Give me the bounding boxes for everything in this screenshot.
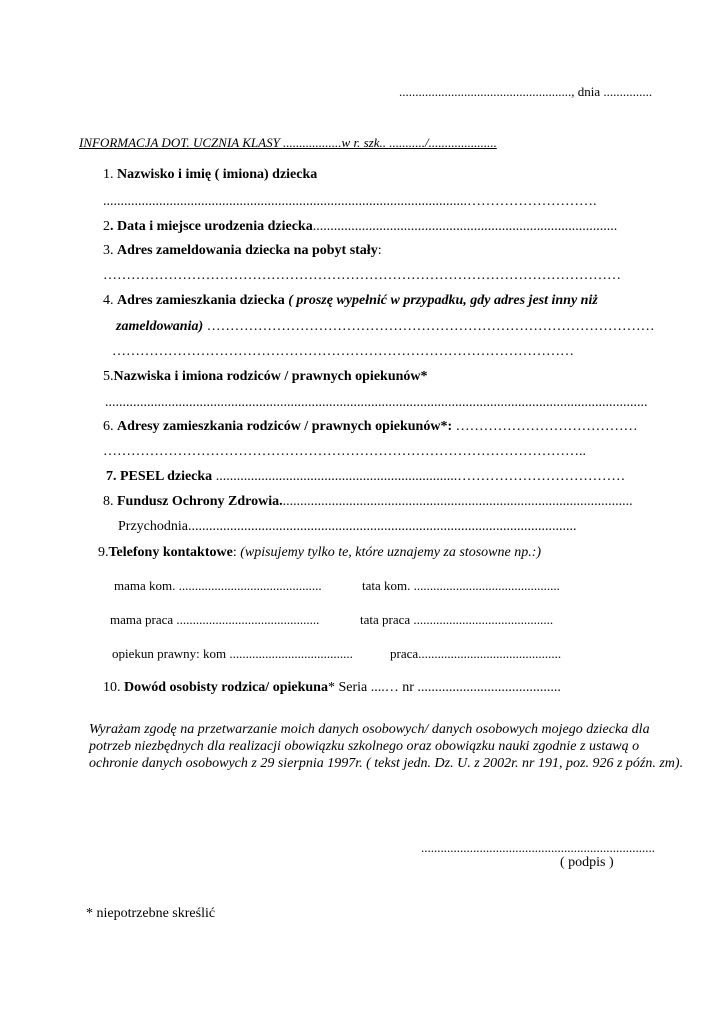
field-3-number: 3. — [103, 243, 117, 258]
field-4-note-end: zameldowania) — [116, 319, 204, 334]
phone-mama-praca[interactable]: mama praca ............................................ — [110, 612, 320, 627]
field-5-input-line[interactable]: ........................................................................................................................................................... — [105, 395, 648, 410]
field-2-row — [103, 219, 617, 235]
field-4-continuation-row — [116, 319, 655, 335]
field-9-label-row — [98, 545, 541, 561]
signature-label: ( podpis ) — [560, 855, 614, 870]
field-9-label: Telefony kontaktowe — [108, 545, 233, 560]
field-8-row — [103, 494, 633, 510]
field-3-label-row — [103, 243, 382, 259]
field-8-clinic-line[interactable]: Przychodnia............................................................................................................... — [118, 519, 577, 534]
field-7-row — [106, 469, 625, 485]
field-8-input-dots[interactable]: .................................................................................................... — [282, 494, 633, 509]
field-1-label: Nazwisko i imię ( imiona) dziecka — [117, 167, 318, 182]
field-4-label: Adres zamieszkania dziecka — [117, 293, 285, 308]
phone-tata-kom[interactable]: tata kom. ............................................. — [362, 578, 560, 593]
field-4-input-line-2[interactable]: ……………………………………………………………………………………… — [112, 344, 574, 359]
field-6-input-dots[interactable]: ………………………………… — [452, 419, 638, 434]
form-title-text: INFORMACJA DOT. UCZNIA KLASY ..................w r. szk.. .........../..................... — [79, 135, 497, 150]
field-2-number: 2 — [103, 219, 110, 234]
field-1-number: 1. — [103, 167, 117, 182]
field-3-label: Adres zameldowania dziecka na pobyt stały — [117, 243, 378, 258]
field-5-label: Nazwiska i imiona rodziców / prawnych opiekunów* — [113, 369, 428, 384]
field-10-row — [103, 680, 561, 696]
field-6-number: 6. — [103, 419, 117, 434]
signature-line[interactable]: ........................................................................ — [421, 840, 655, 855]
field-4-number: 4. — [103, 293, 117, 308]
field-8-label: Fundusz Ochrony Zdrowia. — [117, 494, 283, 509]
field-4-label-row — [103, 293, 598, 309]
field-9-colon: : — [232, 545, 237, 560]
field-6-label: Adresy zamieszkania rodziców / prawnych opiekunów*: — [117, 419, 453, 434]
field-10-label: Dowód osobisty rodzica/ opiekuna — [124, 680, 328, 695]
field-10-series-number[interactable]: * Seria ....… nr ......................................... — [327, 680, 561, 695]
field-6-label-row — [103, 419, 638, 435]
field-1-input-line[interactable]: ........................................................................................................………………………. — [103, 194, 597, 209]
field-10-number: 10. — [103, 680, 124, 695]
field-8-number: 8. — [103, 494, 117, 509]
field-4-input-line-1[interactable]: …………………………………………………………………………………… — [203, 319, 655, 334]
field-3-input-line[interactable]: ………………………………………………………………………………………………… — [103, 268, 621, 283]
field-9-note: (wpisujemy tylko te, które uznajemy za stosowne np.:) — [236, 545, 542, 560]
field-3-colon: : — [377, 243, 382, 258]
phone-mama-kom[interactable]: mama kom. ............................................ — [114, 578, 322, 593]
field-7-input-dots[interactable]: .....................................................................……………………………… — [212, 469, 626, 484]
field-1-label-row — [103, 167, 317, 183]
field-6-input-line[interactable]: ………………………………………………………………………………………….. — [103, 444, 586, 459]
phone-tata-praca[interactable]: tata praca ........................................... — [360, 612, 554, 627]
field-4-note: ( proszę wypełnić w przypadku, gdy adres jest inny niż — [284, 293, 598, 308]
phone-opiekun-kom[interactable]: opiekun prawny: kom ...................................... — [112, 646, 353, 661]
consent-statement: Wyrażam zgodę na przetwarzanie moich danych osobowych/ danych osobowych mojego dziecka dla potrzeb niezbędnych dla realizacji obowiązku szkolnego oraz obowiązku nauki zgodnie z ustawą o ochronie danych osobowych z 29 sierpnia 1997r. ( tekst jedn. Dz. U. z 2002r. nr 191, poz. 926 z późn. zm). — [89, 722, 684, 771]
phone-opiekun-praca[interactable]: praca............................................ — [390, 646, 562, 661]
field-5-number: 5. — [103, 369, 114, 384]
footnote: * niepotrzebne skreślić — [86, 906, 216, 921]
field-2-label: . Data i miejsce urodzenia dziecka — [110, 219, 313, 234]
form-title — [79, 135, 497, 151]
field-7-label: 7. PESEL dziecka — [106, 469, 213, 484]
field-5-label-row — [103, 369, 428, 385]
field-2-input-dots[interactable]: ....................................................................................... — [312, 219, 618, 234]
place-date-line[interactable]: ....................................................., dnia ............... — [399, 84, 653, 99]
field-9-number: 9. — [98, 545, 109, 560]
